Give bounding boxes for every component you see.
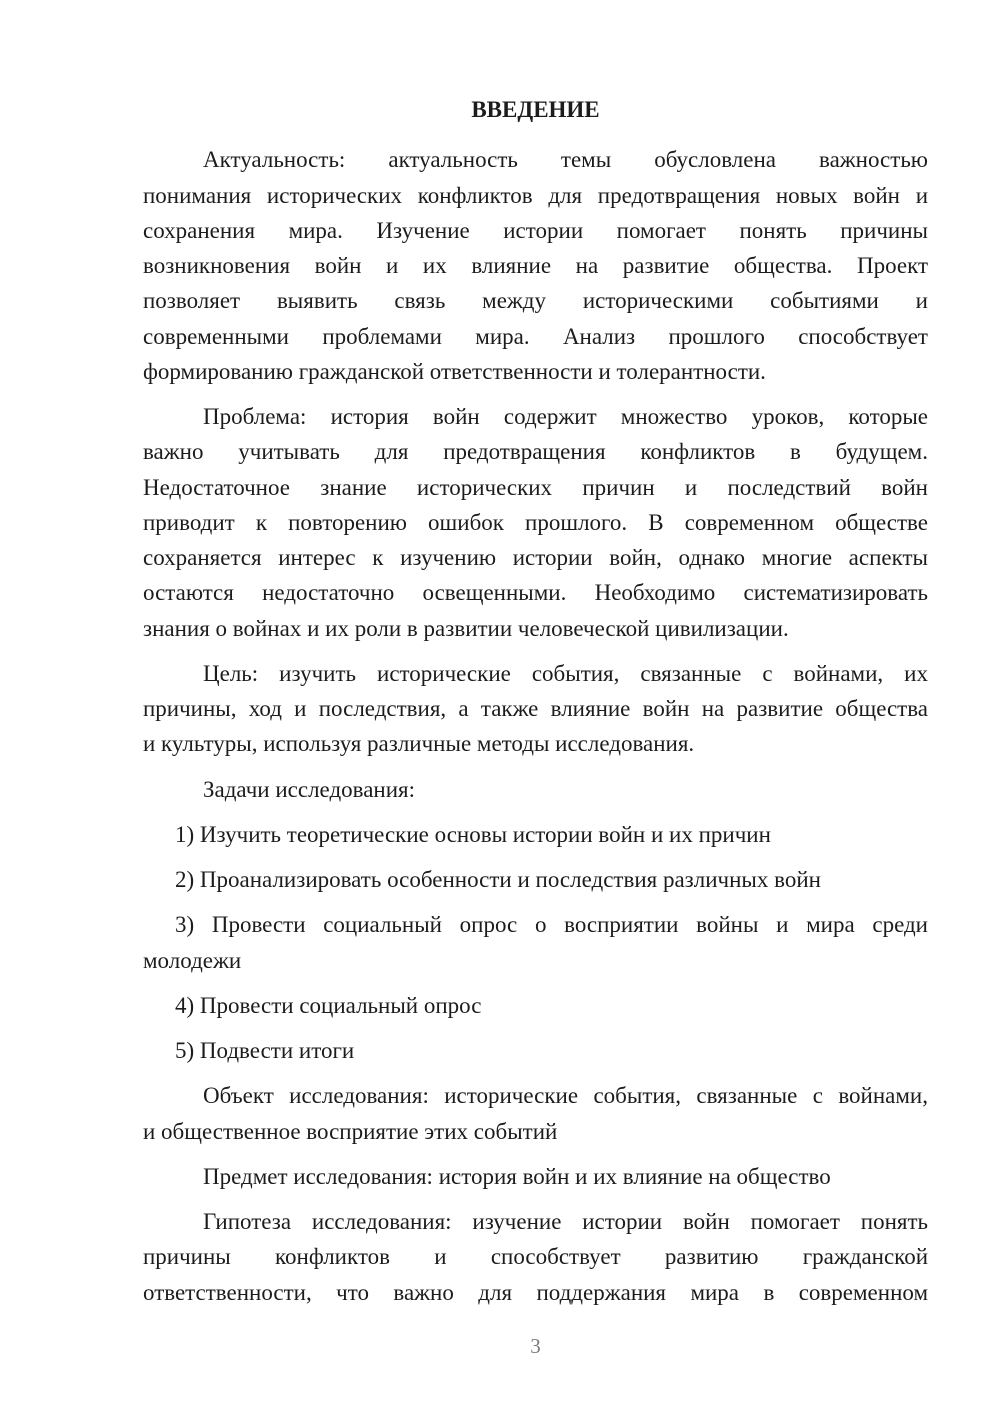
paragraph-line: Недостаточное знание исторических причин и последствий войн xyxy=(143,474,928,500)
paragraph-object xyxy=(143,1078,928,1149)
paragraph-line: формированию гражданской ответственности и толерантности. xyxy=(143,358,766,384)
paragraph-line: причины, ход и последствия, а также влияние войн на развитие общества xyxy=(143,696,928,721)
paragraph-problem xyxy=(143,399,928,646)
paragraph-line: Объект исследования: исторические события, связанные с войнами, xyxy=(203,1083,928,1109)
paragraph-line: сохранения мира. Изучение истории помогает понять причины xyxy=(143,217,928,243)
paragraph-hypothesis xyxy=(143,1204,928,1310)
paragraph-line: позволяет выявить связь между историческими событиями и xyxy=(143,288,928,314)
paragraph-line: Задачи исследования: xyxy=(203,776,416,802)
paragraph-line: приводит к повторению ошибок прошлого. В современном обществе xyxy=(143,509,928,535)
paragraph-line: возникновения войн и их влияние на развитие общества. Проект xyxy=(143,253,928,278)
paragraph-line: Гипотеза исследования: изучение истории войн помогает понять xyxy=(203,1209,928,1234)
paragraph-line: 5) Подвести итоги xyxy=(175,1038,355,1063)
paragraph-line: 3) Провести социальный опрос о восприятии войны и мира среди xyxy=(175,912,928,938)
paragraph-line: знания о войнах и их роли в развитии человеческой цивилизации. xyxy=(143,615,789,641)
task-item-5 xyxy=(143,1033,928,1068)
paragraph-line: Проблема: история войн содержит множество уроков, которые xyxy=(203,404,928,429)
paragraph-line: сохраняется интерес к изучению истории войн, однако многие аспекты xyxy=(143,545,928,570)
paragraph-line: 4) Провести социальный опрос xyxy=(175,992,482,1018)
paragraph-line: Актуальность: актуальность темы обусловлена важностью xyxy=(203,147,928,173)
paragraph-line: ответственности, что важно для поддержания мира в современном xyxy=(143,1279,928,1305)
paragraph-line: современными проблемами мира. Анализ прошлого способствует xyxy=(143,323,928,349)
paragraph-line: причины конфликтов и способствует развитию гражданской xyxy=(143,1244,928,1270)
paragraph-line: важно учитывать для предотвращения конфликтов в будущем. xyxy=(143,439,928,465)
paragraph-line: 2) Проанализировать особенности и последствия различных войн xyxy=(175,867,821,892)
paragraph-goal xyxy=(143,656,928,762)
paragraph-line: Предмет исследования: история войн и их влияние на общество xyxy=(203,1163,831,1189)
tasks-heading xyxy=(143,772,928,807)
paragraph-relevance xyxy=(143,142,928,389)
paragraph-line: и общественное восприятие этих событий xyxy=(143,1118,558,1144)
paragraph-line: молодежи xyxy=(143,947,242,973)
paragraph-line: Цель: изучить исторические события, связанные с войнами, их xyxy=(203,660,928,686)
task-item-4 xyxy=(143,988,928,1023)
page-content xyxy=(143,92,928,1320)
paragraph-line: и культуры, используя различные методы исследования. xyxy=(143,731,695,757)
task-item-3 xyxy=(143,907,928,978)
paragraph-line: понимания исторических конфликтов для предотвращения новых войн и xyxy=(143,182,928,208)
paragraph-subject xyxy=(143,1159,928,1194)
paragraph-line: 1) Изучить теоретические основы истории войн и их причин xyxy=(175,821,771,847)
paragraph-line: остаются недостаточно освещенными. Необходимо систематизировать xyxy=(143,580,928,606)
section-title: ВВЕДЕНИЕ xyxy=(471,97,600,122)
task-item-1 xyxy=(143,817,928,852)
page-number: 3 xyxy=(530,1334,541,1358)
task-item-2 xyxy=(143,862,928,897)
